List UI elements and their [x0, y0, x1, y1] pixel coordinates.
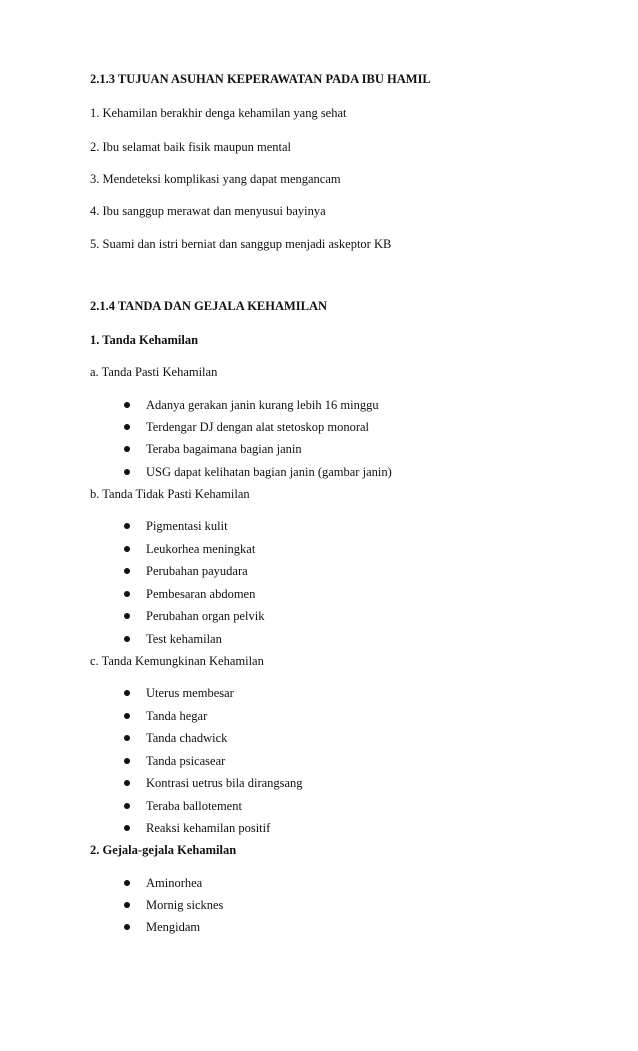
list-item-text: Test kehamilan	[146, 632, 222, 646]
bullet-icon	[124, 613, 130, 619]
list-item-text: Aminorhea	[146, 876, 203, 890]
list-item	[124, 775, 303, 791]
bullet-icon	[124, 880, 130, 886]
list-item: 2. Ibu selamat baik fisik maupun mental	[90, 140, 291, 154]
list-item	[124, 685, 234, 701]
bullet-icon	[124, 924, 130, 930]
list-item-text: Pigmentasi kulit	[146, 519, 228, 533]
subsection-label: a. Tanda Pasti Kehamilan	[90, 365, 218, 379]
section-213-heading: 2.1.3 TUJUAN ASUHAN KEPERAWATAN PADA IBU HAMIL	[90, 72, 431, 86]
list-item: 3. Mendeteksi komplikasi yang dapat mengancam	[90, 172, 341, 186]
list-item-text: USG dapat kelihatan bagian janin (gambar janin)	[146, 465, 392, 479]
list-item	[124, 441, 302, 457]
list-item-text: Teraba bagaimana bagian janin	[146, 442, 302, 456]
bullet-icon	[124, 546, 130, 552]
bullet-icon	[124, 780, 130, 786]
list-item	[124, 419, 369, 435]
list-item	[124, 586, 255, 602]
list-item-text: Tanda hegar	[146, 709, 208, 723]
list-item-text: Adanya gerakan janin kurang lebih 16 minggu	[146, 398, 379, 412]
bullet-icon	[124, 713, 130, 719]
bullet-icon	[124, 568, 130, 574]
subsection-label: c. Tanda Kemungkinan Kehamilan	[90, 654, 264, 668]
list-item-text: Reaksi kehamilan positif	[146, 821, 271, 835]
bullet-icon	[124, 469, 130, 475]
list-item	[124, 563, 248, 579]
list-item	[124, 708, 207, 724]
list-item: 4. Ibu sanggup merawat dan menyusui bayinya	[90, 204, 326, 218]
bullet-icon	[124, 735, 130, 741]
list-item-text: Teraba ballotement	[146, 799, 242, 813]
bullet-icon	[124, 803, 130, 809]
list-item-text: Uterus membesar	[146, 686, 234, 700]
bullet-icon	[124, 636, 130, 642]
list-item	[124, 541, 255, 557]
list-item-text: Terdengar DJ dengan alat stetoskop monoral	[146, 420, 370, 434]
list-item	[124, 464, 392, 480]
subsection-label: b. Tanda Tidak Pasti Kehamilan	[90, 487, 250, 501]
list-item-text: Pembesaran abdomen	[146, 587, 256, 601]
section-214-heading: 2.1.4 TANDA DAN GEJALA KEHAMILAN	[90, 299, 328, 313]
list-item	[124, 608, 265, 624]
list-item	[124, 798, 242, 814]
list-item	[124, 897, 223, 913]
list-item-text: Mengidam	[146, 920, 201, 934]
list-item-text: Perubahan organ pelvik	[146, 609, 265, 623]
list-item-text: Tanda psicasear	[146, 754, 226, 768]
bullet-icon	[124, 902, 130, 908]
bullet-icon	[124, 523, 130, 529]
subsection-heading: 1. Tanda Kehamilan	[90, 333, 199, 347]
subsection-heading: 2. Gejala-gejala Kehamilan	[90, 843, 237, 857]
list-item: 5. Suami dan istri berniat dan sanggup menjadi askeptor KB	[90, 237, 392, 251]
list-item-text: Perubahan payudara	[146, 564, 248, 578]
list-item	[124, 820, 270, 836]
bullet-icon	[124, 758, 130, 764]
list-item	[124, 875, 202, 891]
list-item	[124, 730, 227, 746]
bullet-icon	[124, 591, 130, 597]
bullet-icon	[124, 424, 130, 430]
list-item-text: Leukorhea meningkat	[146, 542, 256, 556]
bullet-icon	[124, 690, 130, 696]
bullet-icon	[124, 825, 130, 831]
list-item-text: Tanda chadwick	[146, 731, 228, 745]
list-item	[124, 397, 379, 413]
list-item-text: Mornig sicknes	[146, 898, 224, 912]
list-item-text: Kontrasi uetrus bila dirangsang	[146, 776, 303, 790]
list-item	[124, 753, 225, 769]
list-item: 1. Kehamilan berakhir denga kehamilan yang sehat	[90, 106, 347, 120]
list-item	[124, 518, 228, 534]
bullet-icon	[124, 402, 130, 408]
list-item	[124, 631, 222, 647]
list-item	[124, 919, 200, 935]
bullet-icon	[124, 446, 130, 452]
